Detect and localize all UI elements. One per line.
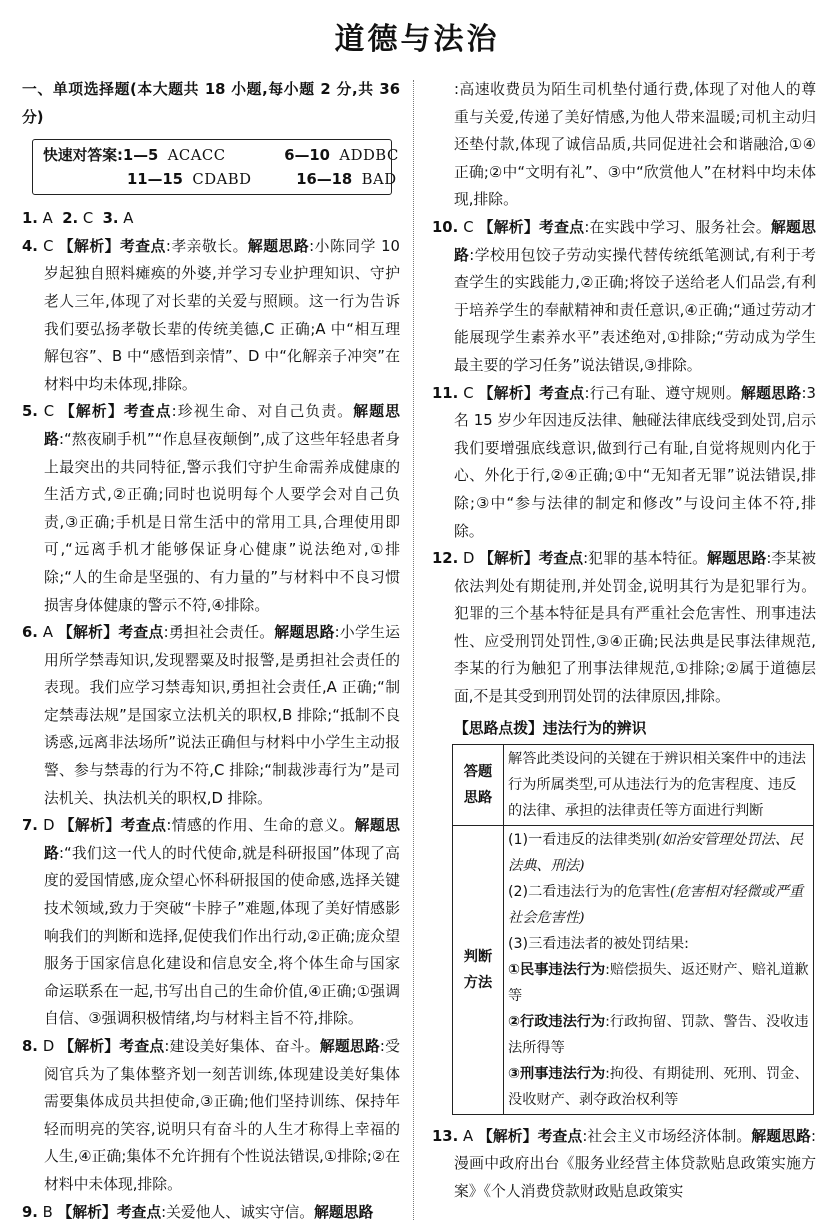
explanation-text: :小学生运用所学禁毒知识,发现罂粟及时报警,是勇担社会责任的表现。我们应学习禁毒知识,勇担社会责任,A 正确;“制定禁毒法规”是国家立法机关的职权,B 排除;“抵制不良诱惑,远离非法场所”说法正确但与材料中小学生主动报警、参与禁毒的行为不符,C 排除;“制裁涉毒行为”是司法机关、执法机关的职权,D 排除。	[44, 624, 400, 807]
quick-answer-row-1	[43, 144, 399, 168]
key-point-label: 考查点	[539, 384, 585, 402]
quick-answers: ACACC	[167, 147, 226, 165]
question-number: 7.	[22, 817, 38, 835]
tip-row-approach	[453, 744, 814, 825]
analysis-tag: 【解析】	[478, 218, 540, 236]
question-number: 13.	[432, 1127, 459, 1145]
short-answers	[22, 205, 400, 233]
quick-answers: BAD	[361, 171, 397, 189]
approach-label: 解题思路	[247, 237, 310, 255]
method-note: (如治安管理处罚法、民法典、刑法)	[508, 831, 804, 874]
analysis-tag: 【解析】	[58, 624, 119, 642]
key-point-text: :在实践中学习、服务社会。	[584, 218, 771, 236]
tip-row-head: 答题思路	[453, 744, 504, 825]
approach-label: 解题思路	[741, 384, 802, 402]
question-number: 9.	[22, 1203, 38, 1221]
answer-letter: A	[42, 624, 54, 642]
question-number: 3.	[102, 210, 119, 228]
question-7-explanation	[22, 812, 400, 1033]
method-note: (危害相对轻微或严重社会危害性)	[508, 883, 804, 926]
analysis-tag: 【解析】	[479, 550, 539, 568]
explanation-text: :受阅官兵为了集体整齐划一刻苦训练,体现建设美好集体需要集体成员共担使命,③正确;他们坚持训练、保持年轻而明亮的笑容,说明只有奋斗的人生才称得上幸福的人生,④正确;集体不允许拥有个性说法错误,①排除;②在材料中未体现,排除。	[44, 1038, 400, 1193]
question-number: 2.	[62, 210, 79, 228]
approach-label: 解题思路	[454, 218, 816, 264]
question-number: 5.	[22, 403, 38, 421]
answer-letter: D	[462, 550, 475, 568]
section-heading: 一、单项选择题(本大题共 18 小题,每小题 2 分,共 36 分)	[22, 81, 400, 126]
quick-answer-box	[32, 139, 399, 195]
explanation-text: :小陈同学 10 岁起独自照料瘫痪的外婆,并学习专业护理知识、守护老人三年,体现了对长辈的关爱与照顾。这一行为告诉我们要弘扬孝敬长辈的传统美德,C 正确;A 中“相互理解包容”、B 中“感悟到亲情”、D 中“化解亲子冲突”在材料中均未体现,排除。	[44, 237, 400, 393]
quick-range: 1—5	[122, 147, 159, 165]
analysis-tag: 【解析】	[477, 1127, 538, 1145]
question-11-explanation	[432, 380, 816, 546]
quick-answers: ADDBC	[339, 147, 399, 165]
method-1	[508, 827, 809, 879]
tip-row-method	[453, 825, 814, 1114]
explanation-text: :李某被依法判处有期徒刑,并处罚金,说明其行为是犯罪行为。犯罪的三个基本特征是具有严重社会危害性、刑事违法性、应受刑罚处罚性,③④正确;民法典是民事法律规范,李某的行为触犯了刑事法律规范,①排除;②属于道德层面,不是其受到刑罚处罚的法律原因,排除。	[454, 550, 816, 706]
tip-row-body: 解答此类设问的关键在于辨识相关案件中的违法行为所属类型,可从违法行为的危害程度、违反的法律、承担的法律责任等方面进行判断	[504, 744, 814, 825]
question-10-explanation	[432, 214, 816, 380]
method-3: (3)三看违法者的被处罚结果:	[508, 935, 689, 952]
answer-letter: C	[463, 218, 474, 236]
question-number: 12.	[432, 550, 459, 568]
key-point-label: 考查点	[120, 817, 167, 835]
page-title: 道德与法治	[334, 22, 500, 57]
key-point-text: :孝亲敬长。	[165, 237, 248, 255]
key-point-label: 考查点	[539, 218, 585, 236]
approach-label: 解题思路	[44, 403, 400, 448]
quick-answer-label: 快速对答案:	[43, 147, 123, 165]
answer-letter: A	[463, 1127, 474, 1145]
key-point-label: 考查点	[116, 1203, 162, 1221]
analysis-tag: 【解析】	[59, 817, 121, 835]
answer-letter: A	[42, 210, 53, 228]
violation-label: ③刑事违法行为	[508, 1065, 606, 1082]
approach-label: 解题思路	[314, 1203, 374, 1221]
quick-range: 6—10	[284, 147, 330, 165]
method-text: (1)一看违反的法律类别	[508, 831, 656, 848]
key-point-label: 考查点	[118, 624, 164, 642]
key-point-text: :关爱他人、诚实守信。	[161, 1203, 315, 1221]
tip-title: 【思路点拨】违法行为的辨识	[454, 719, 647, 737]
key-point-label: 考查点	[123, 403, 172, 421]
left-column	[22, 76, 400, 1226]
question-5-explanation	[22, 398, 400, 619]
explanation-text: :3 名 15 岁少年因违反法律、触碰法律底线受到处罚,启示我们要增强底线意识,做到行己有耻,自觉将规则内化于心、外化于行,②④正确;①中“无知者无罪”说法错误,排除;③中“参与法律的制定和修改”与设问主体不符,排除。	[454, 384, 816, 540]
key-point-text: :行己有耻、遵守规则。	[584, 384, 742, 402]
key-point-label: 考查点	[119, 1038, 165, 1055]
method-text: (2)二看违法行为的危害性	[508, 883, 670, 900]
question-number: 1.	[22, 210, 38, 228]
explanation-text: :学校用包饺子劳动实操代替传统纸笔测试,有利于考查学生的实践能力,②正确;将饺子送给老人们品尝,有利于培养学生的奉献精神和责任意识,④正确;“通过劳动才能展现学生素养水平”表述绝对,①排除;“劳动成为学生最主要的学习任务”说法错误,③排除。	[454, 246, 816, 374]
tip-row-head: 判断方法	[453, 825, 504, 1114]
answer-letter: D	[42, 1038, 55, 1055]
violation-text: :拘役、有期徒刑、死刑、罚金、没收财产、剥夺政治权利等	[508, 1065, 809, 1108]
question-6-explanation	[22, 619, 400, 812]
explanation-text: :“我们这一代人的时代使命,就是科研报国”体现了高度的爱国情感,庞众望心怀科研报国的使命感,选择关键技术领域,致力于突破“卡脖子”难题,体现了美好情感影响我们的判断和选择,促使我们作出行动,②正确;庞众望服务于国家信息化建设和信息安全,将个体生命与国家命运联系在一起,书写出自己的生命价值,④正确;①强调自信、③强调积极情绪,均与材料主旨不符,排除。	[44, 844, 400, 1028]
question-number: 10.	[432, 218, 459, 236]
analysis-tag: 【解析】	[57, 1203, 117, 1221]
key-point-text: :犯罪的基本特征。	[583, 550, 707, 568]
question-number: 8.	[22, 1038, 38, 1055]
violation-text: :赔偿损失、返还财产、赔礼道歉等	[508, 961, 809, 1004]
quick-answers: CDABD	[192, 171, 252, 189]
civil-violation	[508, 957, 809, 1009]
question-9-explanation-continued: :高速收费员为陌生司机垫付通行费,体现了对他人的尊重与关爱,传递了美好情感,为他人带来温暖;司机主动归还垫付款,体现了诚信品质,共同促进社会和谐融洽,①④正确;②中“文明有礼”、③中“欣赏他人”在材料中均未体现,排除。	[454, 81, 816, 209]
question-13-explanation	[432, 1123, 816, 1206]
column-divider	[413, 80, 414, 1220]
quick-range: 11—15	[127, 171, 183, 189]
explanation-text: :“熬夜刷手机”“作息昼夜颠倒”,成了这些年轻患者身上最突出的共同特征,警示我们守护生命需养成健康的生活方式,②正确;同时也说明每个人要学会对自己负责,③正确;手机是日常生活中的常用工具,合理使用即可,“远离手机才能够保证身心健康”说法绝对,①排除;“人的生命是坚强的、有力量的”与材料中不良习惯损害身体健康的警示不符,④排除。	[44, 430, 400, 614]
analysis-tag: 【解析】	[478, 384, 540, 402]
violation-label: ②行政违法行为	[508, 1013, 606, 1030]
violation-label: ①民事违法行为	[508, 961, 606, 978]
tip-row-body	[504, 825, 814, 1114]
question-12-explanation	[432, 545, 816, 711]
key-point-text: :情感的作用、生命的意义。	[166, 817, 355, 835]
approach-label: 解题思路	[751, 1127, 811, 1145]
question-8-explanation	[22, 1033, 400, 1199]
answer-letter: D	[43, 817, 55, 835]
analysis-tag: 【解析】	[58, 237, 120, 255]
key-point-label: 考查点	[538, 550, 584, 568]
question-number: 6.	[22, 624, 38, 642]
answer-letter: C	[43, 237, 54, 255]
tip-table	[452, 744, 814, 1115]
analysis-tag: 【解析】	[59, 1038, 120, 1055]
answer-letter: C	[463, 384, 474, 402]
question-9-explanation-start	[22, 1199, 400, 1226]
analysis-tag: 【解析】	[59, 403, 124, 421]
right-column	[432, 76, 816, 1205]
approach-label: 解题思路	[319, 1038, 380, 1055]
key-point-text: :建设美好集体、奋斗。	[164, 1038, 320, 1055]
key-point-label: 考查点	[119, 237, 166, 255]
violation-text: :行政拘留、罚款、警告、没收违法所得等	[508, 1013, 809, 1056]
criminal-violation	[508, 1061, 809, 1113]
key-point-text: :社会主义市场经济体制。	[582, 1127, 752, 1145]
question-number: 4.	[22, 237, 38, 255]
approach-label: 解题思路	[44, 817, 400, 862]
quick-range: 16—18	[296, 171, 353, 189]
question-4-explanation	[22, 233, 400, 399]
approach-label: 解题思路	[706, 550, 767, 568]
answer-letter: A	[123, 210, 134, 228]
key-point-text: :珍视生命、对自己负责。	[171, 403, 354, 421]
method-2	[508, 879, 809, 931]
administrative-violation	[508, 1009, 809, 1061]
key-point-text: :勇担社会责任。	[163, 624, 275, 642]
quick-answer-row-2	[43, 168, 397, 192]
answer-letter: B	[42, 1203, 53, 1221]
key-point-label: 考查点	[537, 1127, 583, 1145]
answer-letter: C	[43, 403, 55, 421]
approach-label: 解题思路	[274, 624, 335, 642]
question-number: 11.	[432, 384, 459, 402]
answer-letter: C	[82, 210, 94, 228]
explanation-text: :漫画中政府出台《服务业经营主体贷款贴息政策实施方案》《个人消费贷款财政贴息政策实	[454, 1127, 816, 1200]
